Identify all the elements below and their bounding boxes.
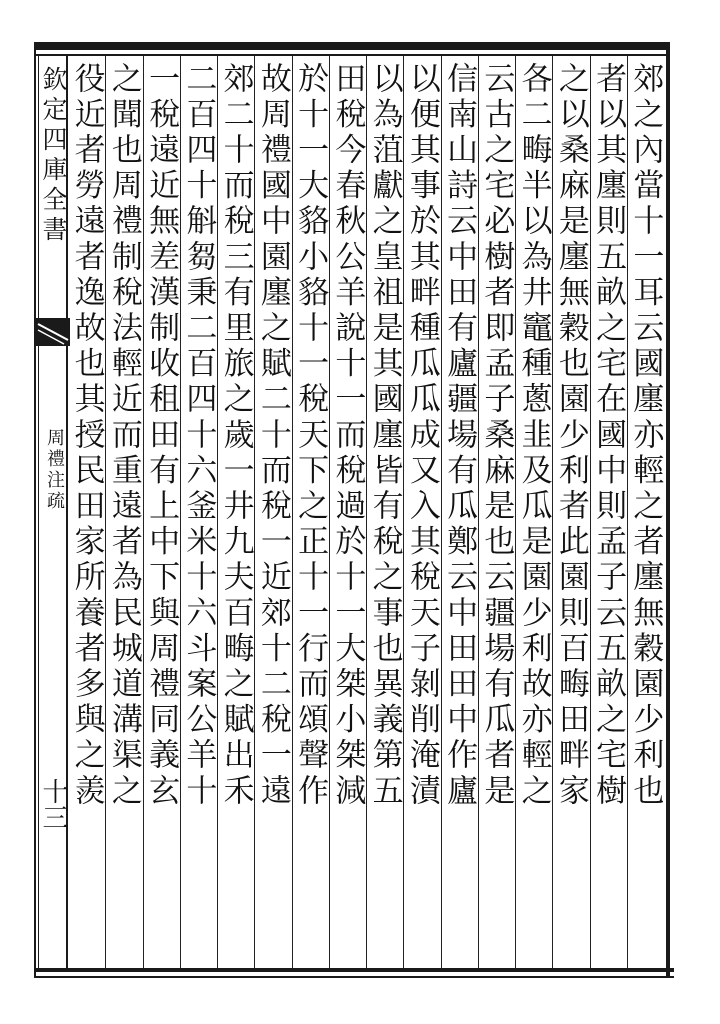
column-divider [627,56,628,968]
column-divider [590,56,591,968]
column-divider [366,56,367,968]
column-divider [478,56,479,968]
column-divider [329,56,330,968]
top-border [34,42,670,50]
column-divider [180,56,181,968]
column-divider [441,56,442,968]
column-divider [105,56,106,968]
column-divider [143,56,144,968]
margin-page-number: 十三 [38,778,68,830]
text-column: 以為菹獻之皇祖是其國廛皆有稅之事也異義第五 [366,62,403,810]
text-column: 一稅遠近無差漢制收租田有上中下與周禮同義玄 [143,62,180,810]
text-column: 之聞也周禮制稅法輕近而重遠者為民城道溝渠之 [105,62,142,810]
text-column: 郊之內當十一耳云國廛亦輕之者廛無穀園少利也 [627,62,664,810]
top-border-inner [34,54,670,56]
text-column: 役近者勞遠者逸故也其授民田家所養者多與之羨 [68,62,105,810]
column-divider [254,56,255,968]
column-divider [217,56,218,968]
text-column: 二百四十斛芻秉二百四十六釜米十六斗案公羊十 [180,62,217,810]
text-column: 於十一大貉小貉十一稅天下之正十一行而頌聲作 [292,62,329,810]
bottom-border-inner [34,976,674,978]
right-border [666,42,670,978]
text-column: 故周禮國中園廛之賦二十而稅一近郊十二稅一遠 [254,62,291,810]
column-divider [292,56,293,968]
left-border [34,42,36,978]
text-column: 郊二十而稅三有里旅之歲一井九夫百畮之賦出禾 [217,62,254,810]
text-column: 者以其廛則五畝之宅在國中則孟子云五畝之宅樹 [590,62,627,810]
column-divider [515,56,516,968]
column-divider [552,56,553,968]
text-column: 信南山詩云中田有廬疆場有瓜鄭云中田田中作廬 [441,62,478,810]
text-column: 田稅今春秋公羊說十一而稅過於十一大桀小桀減 [329,62,366,810]
bottom-border [34,968,674,972]
text-column: 云古之宅必樹者即孟子桑麻是也云疆場有瓜者是 [478,62,515,810]
column-divider [403,56,404,968]
text-column: 之以桑麻是廛無穀也園少利者此園則百畮田畔家 [552,62,589,810]
text-column: 以便其事於其畔種瓜瓜成又入其稅天子剝削淹漬 [403,62,440,810]
text-column: 各二畮半以為井竈種蔥韭及瓜是園少利故亦輕之 [515,62,552,810]
margin-book-title: 欽定四庫全書 [39,66,68,246]
margin-section-title: 周禮注疏 [44,428,65,512]
